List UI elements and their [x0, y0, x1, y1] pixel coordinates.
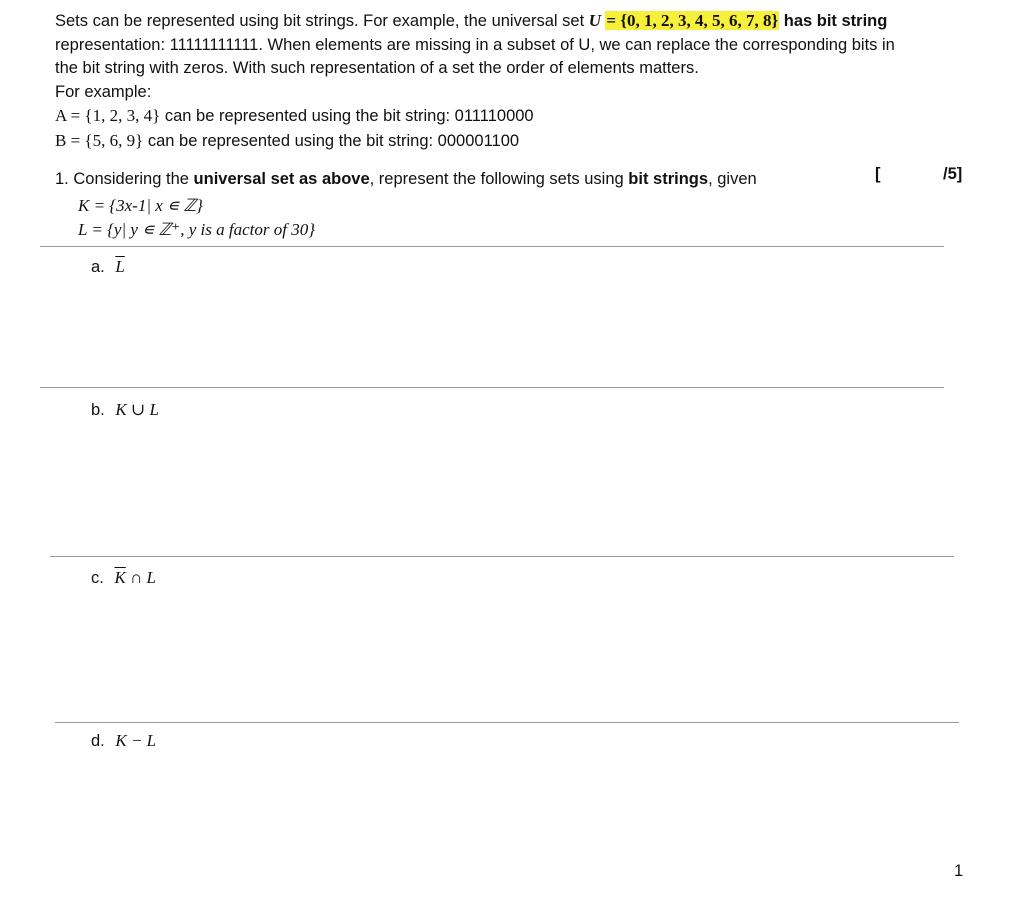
- intro-paragraph: [55, 9, 975, 153]
- marks-open-bracket: [: [875, 165, 881, 183]
- example-b: [55, 129, 975, 154]
- given-definitions: [78, 194, 315, 241]
- example-a-math: A = {1, 2, 3, 4}: [55, 106, 161, 125]
- example-a-text: can be represented using the bit string: 011110000: [160, 107, 534, 125]
- page-number: 1: [954, 862, 964, 880]
- given-l: L = {y| y ∊ ℤ⁺, y is a factor of 30}: [78, 219, 316, 239]
- part-a: [91, 255, 125, 280]
- part-a-expr: $\overline{L}$: [115, 257, 125, 276]
- intro-line-1-pre: Sets can be represented using bit strings. For example, the universal set: [55, 12, 589, 30]
- given-k: K = {3x-1| x ∊ ℤ}: [78, 196, 203, 215]
- question-text-bold-1: universal set as above: [193, 170, 370, 188]
- intro-line-3: the bit string with zeros. With such representation of a set the order of elements matters.: [55, 59, 699, 77]
- example-a: [55, 104, 975, 129]
- question-text-post: , given: [708, 170, 757, 188]
- divider-4: [55, 722, 959, 723]
- part-c-complement: $\overline{K}$: [114, 568, 126, 587]
- part-d-label: d.: [91, 732, 105, 750]
- intro-line-1-post: has bit string: [779, 12, 888, 30]
- part-b: [91, 398, 159, 423]
- universal-set-var: U: [588, 11, 602, 30]
- part-c: [91, 566, 156, 591]
- question-text-pre: Considering the: [73, 170, 194, 188]
- universal-set-highlight: = {0, 1, 2, 3, 4, 5, 6, 7, 8}: [606, 11, 779, 30]
- question-1: [55, 168, 875, 192]
- intro-line-1: [55, 9, 975, 34]
- part-c-expr: $\overline{K}$ ∩ L: [114, 568, 157, 587]
- part-d-expr: K − L: [115, 731, 157, 750]
- divider-1: [40, 246, 944, 247]
- intro-line-2: representation: 11111111111. When elements are missing in a subset of U, we can replace the corresponding bits in: [55, 35, 895, 54]
- question-text-mid: , represent the following sets using: [369, 170, 629, 188]
- part-d: [91, 729, 156, 754]
- part-b-expr: K ∪ L: [115, 400, 159, 419]
- part-c-label: c.: [91, 569, 104, 587]
- question-number: 1.: [55, 170, 69, 188]
- divider-3: [50, 556, 954, 557]
- example-b-math: B = {5, 6, 9}: [55, 130, 144, 150]
- part-a-label: a.: [91, 258, 105, 276]
- intro-line-4: For example:: [55, 82, 152, 101]
- part-b-label: b.: [91, 401, 105, 419]
- question-text-bold-2: bit strings: [628, 170, 709, 188]
- divider-2: [40, 387, 944, 388]
- example-b-text: can be represented using the bit string: 000001100: [143, 131, 520, 150]
- marks-total: /5]: [943, 165, 963, 183]
